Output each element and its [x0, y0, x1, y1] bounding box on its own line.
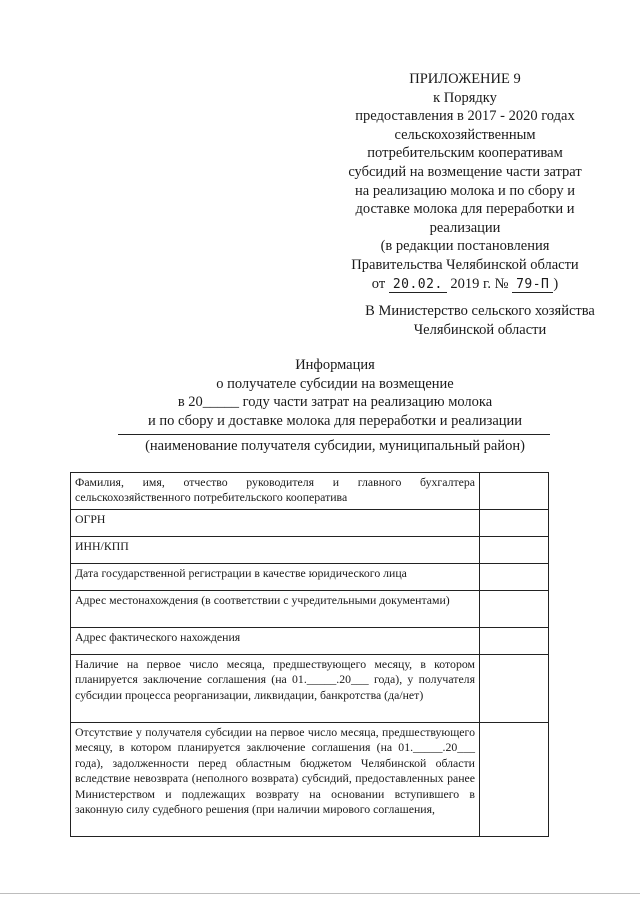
- row-label: Фамилия, имя, отчество руководителя и главного бухгалтера сельскохозяйственного потребительского кооператива: [71, 473, 480, 510]
- row-label: Адрес фактического нахождения: [71, 628, 480, 655]
- row-value-cell: [480, 723, 549, 837]
- recipient-caption: (наименование получателя субсидии, муниципальный район): [145, 438, 525, 454]
- handwritten-number: 79-П: [512, 277, 553, 293]
- table-row: [71, 473, 549, 510]
- row-value-cell: [480, 510, 549, 537]
- addressee-block: [330, 302, 630, 339]
- page-bottom-rule: [0, 893, 640, 894]
- recipient-name-line: [118, 434, 550, 435]
- appendix-line: реализации: [429, 219, 501, 236]
- addressee-line: В Министерство сельского хозяйства: [365, 303, 595, 319]
- resolution-date-line: [330, 275, 600, 295]
- appendix-line: ПРИЛОЖЕНИЕ 9: [409, 71, 521, 87]
- appendix-line: потребительским кооперативам: [367, 145, 563, 162]
- table-row: [71, 655, 549, 723]
- appendix-line: субсидий на возмещение части затрат: [348, 163, 582, 180]
- appendix-line: предоставления в 2017 - 2020 годах: [355, 108, 575, 125]
- table-row: [71, 723, 549, 837]
- appendix-line: Правительства Челябинской области: [351, 256, 579, 273]
- appendix-line: (в редакции постановления: [380, 238, 550, 255]
- row-value-cell: [480, 473, 549, 510]
- info-subtitle-line: в 20_____ году части затрат на реализацию молока: [177, 394, 493, 411]
- row-label: Наличие на первое число месяца, предшествующего месяцу, в котором планируется заключение соглашения (на 01._____.20___ года), у получателя субсидии процесса реорганизации, ликвидации, банкротства (да/нет): [71, 655, 480, 723]
- row-label: Отсутствие у получателя субсидии на первое число месяца, предшествующего месяцу, в котором планируется заключение соглашения (на 01._____.20___ года), задолженности перед областным бюджетом Челябинской области вследствие невозврата (неполного возврата) субсидий, предоставленных ранее Министерством и подлежащих возврату на основании вступившего в законную силу судебного решения (при наличии мирового соглашения,: [71, 723, 480, 837]
- appendix-line: сельскохозяйственным: [394, 126, 536, 143]
- appendix-line: доставке молока для переработки и: [355, 201, 575, 218]
- row-value-cell: [480, 655, 549, 723]
- table-row: [71, 628, 549, 655]
- year-text: 2019 г. №: [450, 275, 509, 292]
- table-row: [71, 564, 549, 591]
- row-label: Дата государственной регистрации в качестве юридического лица: [71, 564, 480, 591]
- row-value-cell: [480, 591, 549, 628]
- appendix-header: [330, 70, 600, 294]
- row-label: ИНН/КПП: [71, 537, 480, 564]
- info-title-block: [70, 356, 600, 430]
- addressee-line: Челябинской области: [413, 321, 547, 338]
- handwritten-date: 20.02.: [389, 277, 447, 293]
- row-value-cell: [480, 628, 549, 655]
- info-subtitle-line: и по сбору и доставке молока для переработки и реализации: [147, 412, 523, 429]
- row-label: Адрес местонахождения (в соответствии с учредительными документами): [71, 591, 480, 628]
- date-prefix: от: [371, 275, 386, 292]
- row-value-cell: [480, 564, 549, 591]
- row-value-cell: [480, 537, 549, 564]
- table-row: [71, 510, 549, 537]
- info-title: Информация: [295, 357, 375, 373]
- row-label: ОГРН: [71, 510, 480, 537]
- info-subtitle-line: о получателе субсидии на возмещение: [216, 375, 454, 392]
- appendix-line: на реализацию молока и по сбору и: [355, 182, 575, 199]
- appendix-line: к Порядку: [433, 89, 497, 106]
- table-row: [71, 591, 549, 628]
- table-row: [71, 537, 549, 564]
- closing-paren: ): [553, 275, 559, 292]
- recipient-info-table: [70, 472, 549, 837]
